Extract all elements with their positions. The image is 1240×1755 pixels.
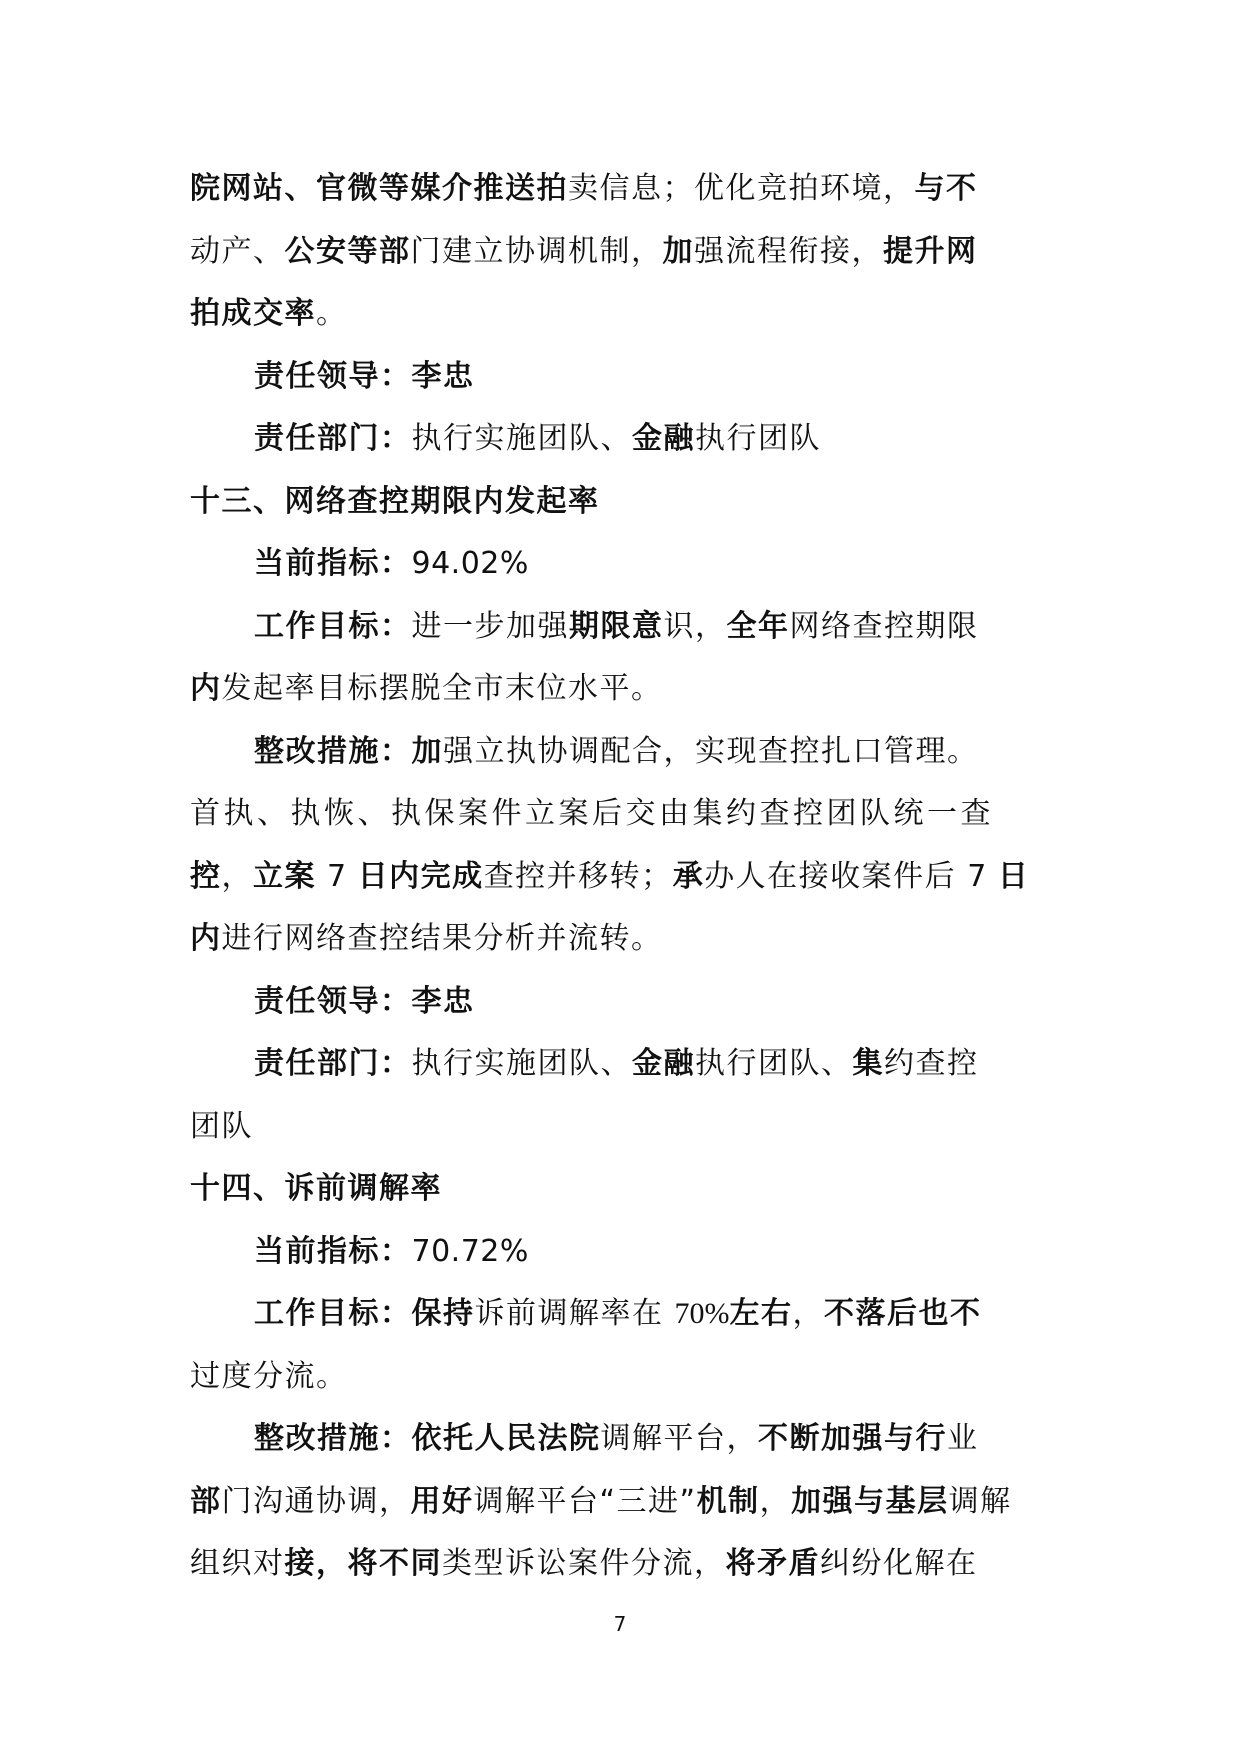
paragraph-line [190,658,1058,721]
text-run: 将不同 [347,1546,442,1581]
field-label: 当前指标： [254,546,412,581]
text-run: 执行团队 [695,421,821,456]
text-run: ， [221,858,253,894]
text-run: 查控并移转； [483,858,673,894]
text-run: 不落后也不 [824,1296,982,1331]
text-run: ， [759,1483,792,1519]
field-label: 责任部门： [254,1046,412,1081]
field-value: 李忠 [411,983,475,1019]
paragraph-line [190,908,1058,971]
responsible-department [190,408,1058,471]
field-label: 整改措施： [254,733,412,769]
text-run: 执行实施团队、 [411,1046,632,1081]
text-run: 执行团队、 [695,1046,853,1081]
text-run: 业 [947,1421,979,1456]
text-run: 网络查控期限 [789,608,979,644]
text-run: 7 [327,858,347,894]
paragraph-line [190,1096,1058,1159]
field-label: 当前指标： [254,1233,412,1269]
text-run: 金融 [632,421,695,456]
text-run: “三进” [599,1483,697,1519]
text-run: 将矛盾 [725,1546,820,1581]
text-run: 保持 [411,1296,475,1331]
text-run: 加 [411,733,443,769]
text-run: 部 [190,1483,222,1519]
text-run: 控 [190,858,222,894]
text-run: 团队 [190,1108,253,1144]
paragraph-line [190,1533,1058,1596]
text-run: 依托人民法院 [411,1421,601,1456]
text-run: 。 [316,296,348,331]
text-run: 诉前调解率在 [474,1296,675,1331]
text-run: 动产、 [190,233,285,269]
text-run: 公安等部 [284,233,411,269]
text-run: ， [792,1296,825,1331]
text-run: 办人在接收案件后 [704,858,957,894]
document-body [190,158,1058,1596]
text-run: 内 [190,671,222,706]
text-run: 类型诉讼案件分流， [442,1546,726,1581]
responsible-leader [190,971,1058,1034]
text-run: 院网站、官微等媒介推送拍 [190,171,568,206]
field-label: 工作目标： [254,1296,412,1331]
text-run: 期限意 [569,608,664,644]
section-heading: 十三、网络查控期限内发起率 [190,483,600,519]
text-run: 纠纷化解在 [820,1546,978,1581]
text-run: 首执、执恢、执保案件立案后交由集约查控团队统一查 [190,796,994,831]
page-number: 7 [613,1612,627,1636]
paragraph-line [190,846,1058,909]
paragraph-line [190,783,1058,846]
text-run: 调解 [948,1483,1012,1519]
text-run: 全年 [726,608,790,644]
text-run: 拍成交率 [190,296,316,331]
text-run: 强立执协调配合，实现查控扎口管理。 [443,733,979,769]
text-run: 调解平台 [473,1483,600,1519]
text-run: 发起率目标摆脱全市末位水平。 [221,671,663,706]
text-run: 金融 [632,1046,695,1081]
indicator-value: 94.02% [411,546,529,581]
paragraph-line [190,1471,1058,1534]
field-label: 责任领导： [254,358,412,394]
rectification-measures [190,721,1058,784]
text-run: 与不 [914,171,978,206]
text-run: 提升网 [883,233,978,269]
current-indicator [190,1221,1058,1284]
text-run: 门沟通协调， [221,1483,411,1519]
indicator-value: 70.72% [411,1233,529,1269]
work-goal [190,1283,1058,1346]
text-run: 组织对 [190,1546,285,1581]
text-run: 加强与基层 [791,1483,949,1519]
paragraph-line [190,221,1058,284]
text-run: 不断加强与行 [758,1421,947,1456]
text-run: 7 [967,858,987,894]
text-run: 集 [852,1046,884,1081]
field-label: 整改措施： [254,1421,412,1456]
field-value: 李忠 [411,358,475,394]
text-run: 日内完成 [357,858,484,894]
work-goal [190,596,1058,659]
text-run: 接， [284,1546,348,1581]
text-run: 卖信息；优化竞拍环境， [568,171,915,206]
text-run: 强流程衔接， [694,233,883,269]
text-run: 加 [662,233,694,269]
field-label: 责任部门： [254,421,412,456]
text-run: 承 [672,858,705,894]
text-run: 70% [674,1297,730,1330]
text-run: 内 [190,921,222,956]
text-run: 约查控 [884,1046,979,1081]
text-run: 立案 [253,858,316,894]
rectification-measures [190,1408,1058,1471]
section-heading: 十四、诉前调解率 [190,1171,442,1206]
text-run: 用好 [410,1483,474,1519]
text-run: 调解平台， [600,1421,758,1456]
text-run: 识， [663,608,727,644]
text-run: 机制 [696,1483,760,1519]
field-label: 责任领导： [254,983,412,1019]
responsible-department [190,1033,1058,1096]
responsible-leader [190,346,1058,409]
text-run: 左右 [729,1296,793,1331]
paragraph-line [190,1346,1058,1409]
text-run: 进一步加强 [411,608,569,644]
paragraph-line [190,158,1058,221]
field-label: 工作目标： [254,608,412,644]
paragraph-line [190,283,1058,346]
text-run: 日 [997,858,1030,894]
text-run: 过度分流。 [190,1358,348,1394]
text-run: 门建立协调机制， [410,233,663,269]
current-indicator [190,533,1058,596]
text-run: 执行实施团队、 [411,421,632,456]
text-run: 进行网络查控结果分析并流转。 [221,921,663,956]
